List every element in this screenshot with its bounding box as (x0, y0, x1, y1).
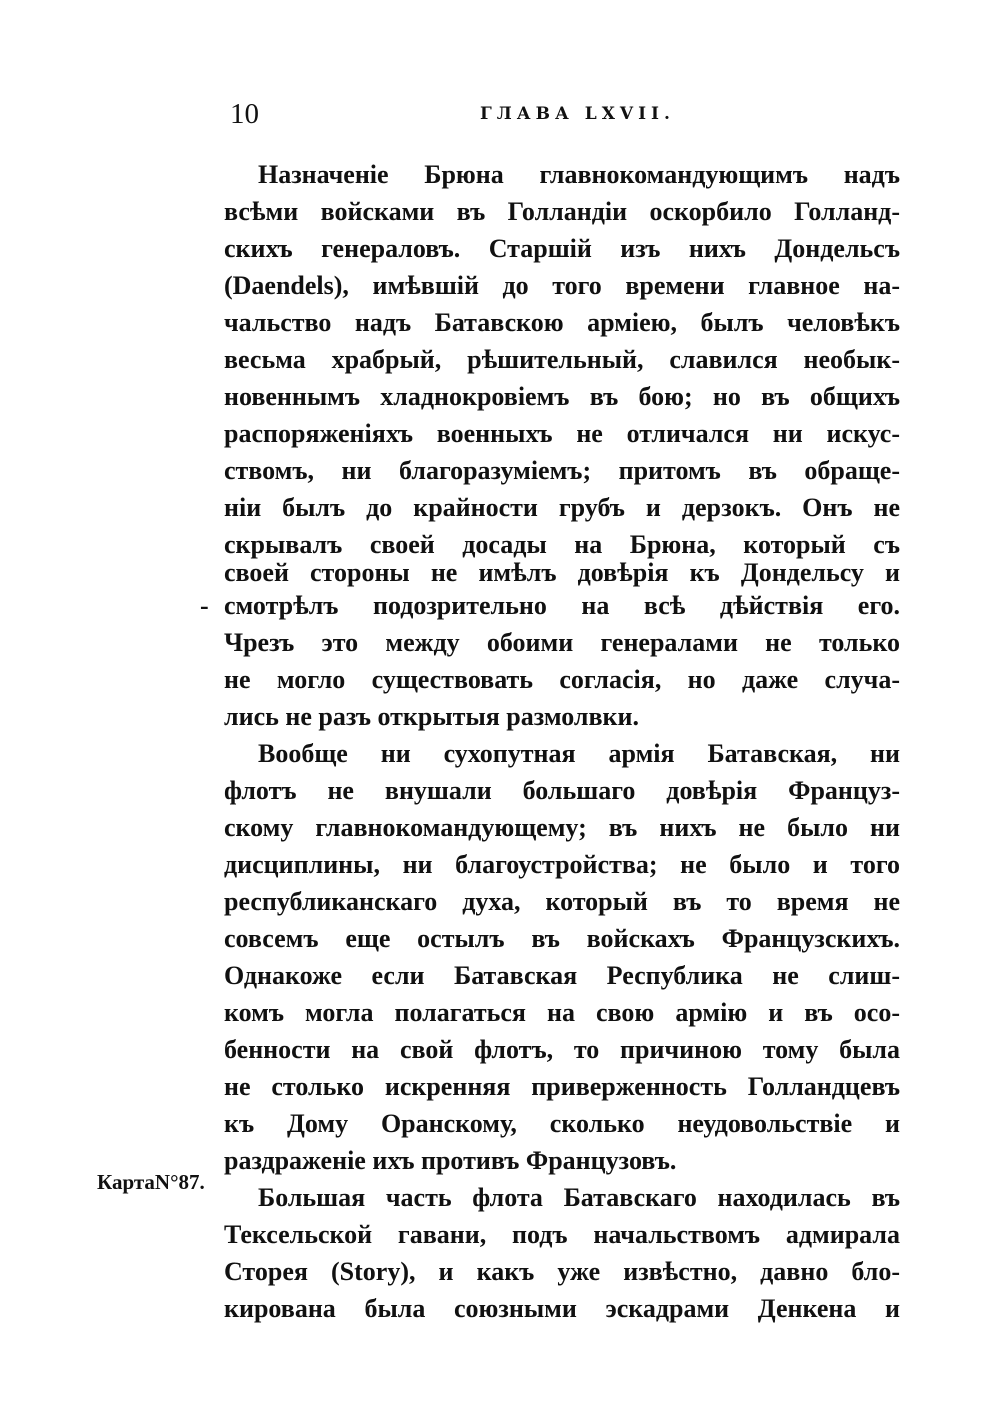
text-line: Однакоже если Батавская Республика не слиш- (224, 961, 900, 990)
text-line: Тексельской гавани, подъ начальствомъ адмирала (224, 1220, 900, 1249)
margin-map-note: КартаN°87. (97, 1170, 205, 1194)
running-title: ГЛАВА LXVII. (480, 104, 675, 124)
text-line: комъ могла полагаться на свою армію и въ осо- (224, 998, 900, 1027)
text-line: скрывалъ своей досады на Брюна, который съ (224, 530, 900, 559)
text-line: ствомъ, ни благоразуміемъ; притомъ въ обраще- (224, 456, 900, 485)
text-line: Сторея (Story), и какъ уже извѣстно, давно бло- (224, 1257, 900, 1286)
text-line: совсемъ еще остылъ въ войскахъ Французскихъ. (224, 924, 900, 953)
text-line: скому главнокомандующему; въ нихъ не было ни (224, 813, 900, 842)
text-line: лись не разъ открытыя размолвки. (224, 702, 639, 731)
text-line: не столько искренняя приверженность Голландцевъ (224, 1072, 900, 1101)
text-line: республиканскаго духа, который въ то время не (224, 887, 900, 916)
text-line: Вообще ни сухопутная армія Батавская, ни (258, 739, 900, 768)
text-line: къ Дому Оранскому, сколько неудовольствіе и (224, 1109, 900, 1138)
text-line: скихъ генераловъ. Старшій изъ нихъ Дондельсъ (224, 234, 900, 263)
text-line: (Daendels), имѣвшій до того времени главное на- (224, 271, 900, 300)
page-header (230, 98, 900, 138)
page-number: 10 (230, 98, 259, 130)
text-line: кирована была союзными эскадрами Денкена и (224, 1294, 900, 1323)
margin-dash: - (200, 591, 209, 620)
text-line: весьма храбрый, рѣшительный, славился необык- (224, 345, 900, 374)
text-line: флотъ не внушали большаго довѣрія Француз- (224, 776, 900, 805)
text-line: бенности на свой флотъ, то причиною тому была (224, 1035, 900, 1064)
text-line: не могло существовать согласія, но даже случа- (224, 665, 900, 694)
text-line: Чрезъ это между обоими генералами не только (224, 628, 900, 657)
text-line: распоряженіяхъ военныхъ не отличался ни искус- (224, 419, 900, 448)
text-line: ніи былъ до крайности грубъ и дерзокъ. Онъ не (224, 493, 900, 522)
text-line: чальство надъ Батавскою арміею, былъ человѣкъ (224, 308, 900, 337)
text-line: своей стороны не имѣлъ довѣрія къ Дондельсу и (224, 558, 900, 587)
text-line: новеннымъ хладнокровіемъ въ бою; но въ общихъ (224, 382, 900, 411)
text-line: раздраженіе ихъ противъ Французовъ. (224, 1146, 677, 1175)
text-line: смотрѣлъ подозрительно на всѣ дѣйствія его. (224, 591, 900, 620)
text-line: Назначеніе Брюна главнокомандующимъ надъ (258, 160, 900, 189)
text-line: всѣми войсками въ Голландіи оскорбило Голланд- (224, 197, 900, 226)
text-line: Большая часть флота Батавскаго находилась въ (258, 1183, 900, 1212)
text-line: дисциплины, ни благоустройства; не было и того (224, 850, 900, 879)
